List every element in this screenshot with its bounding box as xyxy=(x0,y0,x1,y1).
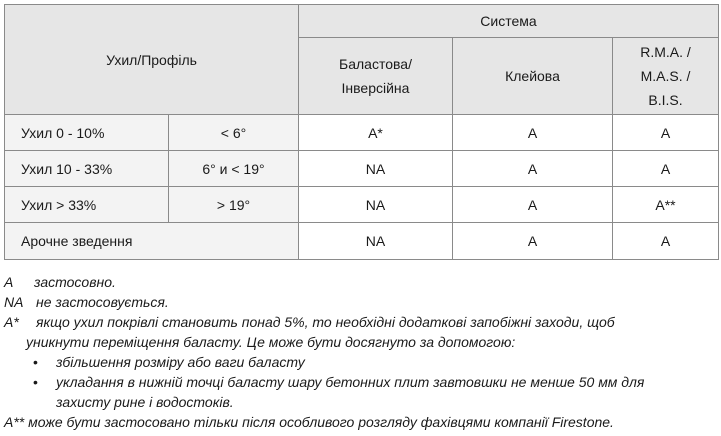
bullet-dot-icon: • xyxy=(33,374,38,390)
bullet-dot-icon: • xyxy=(33,354,38,370)
table-cell: A* xyxy=(299,115,453,151)
table-header-row xyxy=(5,5,719,38)
table-row xyxy=(5,151,719,187)
row-condition: < 6° xyxy=(169,115,299,151)
row-label: Ухил > 33% xyxy=(5,187,169,223)
slope-profile-header: Ухил/Профіль xyxy=(5,5,299,115)
table-cell: NA xyxy=(299,151,453,187)
table-cell: NA xyxy=(299,223,453,260)
note-bullet-list xyxy=(4,352,718,392)
note-a xyxy=(4,272,718,292)
table-cell: A xyxy=(613,151,719,187)
table-cell: NA xyxy=(299,187,453,223)
table-cell: A** xyxy=(613,187,719,223)
bullet-continued: захисту рине і водостоків. xyxy=(56,394,234,410)
table-cell: A xyxy=(453,151,613,187)
table-cell: A xyxy=(453,115,613,151)
table-cell: A xyxy=(453,223,613,260)
note-text: якщо ухил покрівлі становить понад 5%, то необхідні додаткові запобіжні заходи, щоб xyxy=(36,314,615,330)
column-header-rma: R.M.A. / M.A.S. / B.I.S. xyxy=(613,38,719,115)
table-row xyxy=(5,115,719,151)
note-text: застосовно. xyxy=(34,274,116,290)
row-label: Арочне зведення xyxy=(5,223,299,260)
note-astar-continued: уникнути переміщення баласту. Це може бути досягнуто за допомогою: xyxy=(26,334,516,350)
note-astar xyxy=(4,312,718,332)
note-key: A* xyxy=(4,314,19,330)
compatibility-table xyxy=(4,4,719,260)
table-cell: A xyxy=(613,223,719,260)
note-key: A xyxy=(4,274,14,290)
table-row xyxy=(5,187,719,223)
note-text: не застосовується. xyxy=(36,294,169,310)
note-na xyxy=(4,292,718,312)
table-cell: A xyxy=(453,187,613,223)
note-key: NA xyxy=(4,294,24,310)
row-condition: 6° и < 19° xyxy=(169,151,299,187)
row-condition: > 19° xyxy=(169,187,299,223)
table-cell: A xyxy=(613,115,719,151)
row-label: Ухил 10 - 33% xyxy=(5,151,169,187)
list-item: • збільшення розміру або ваги баласту xyxy=(33,354,305,370)
note-astar2: A** може бути застосовано тільки після особливого розгляду фахівцями компанії Firestone. xyxy=(4,414,614,430)
column-header-ballast: Баластова/ Інверсійна xyxy=(299,38,453,115)
table-row xyxy=(5,223,719,260)
list-item: • укладання в нижній точці баласту шару бетонних плит завтовшки не менше 50 мм для xyxy=(33,374,645,390)
system-group-header: Система xyxy=(299,5,719,38)
row-label: Ухил 0 - 10% xyxy=(5,115,169,151)
column-header-adhesive: Клейова xyxy=(453,38,613,115)
footnotes xyxy=(4,272,718,432)
